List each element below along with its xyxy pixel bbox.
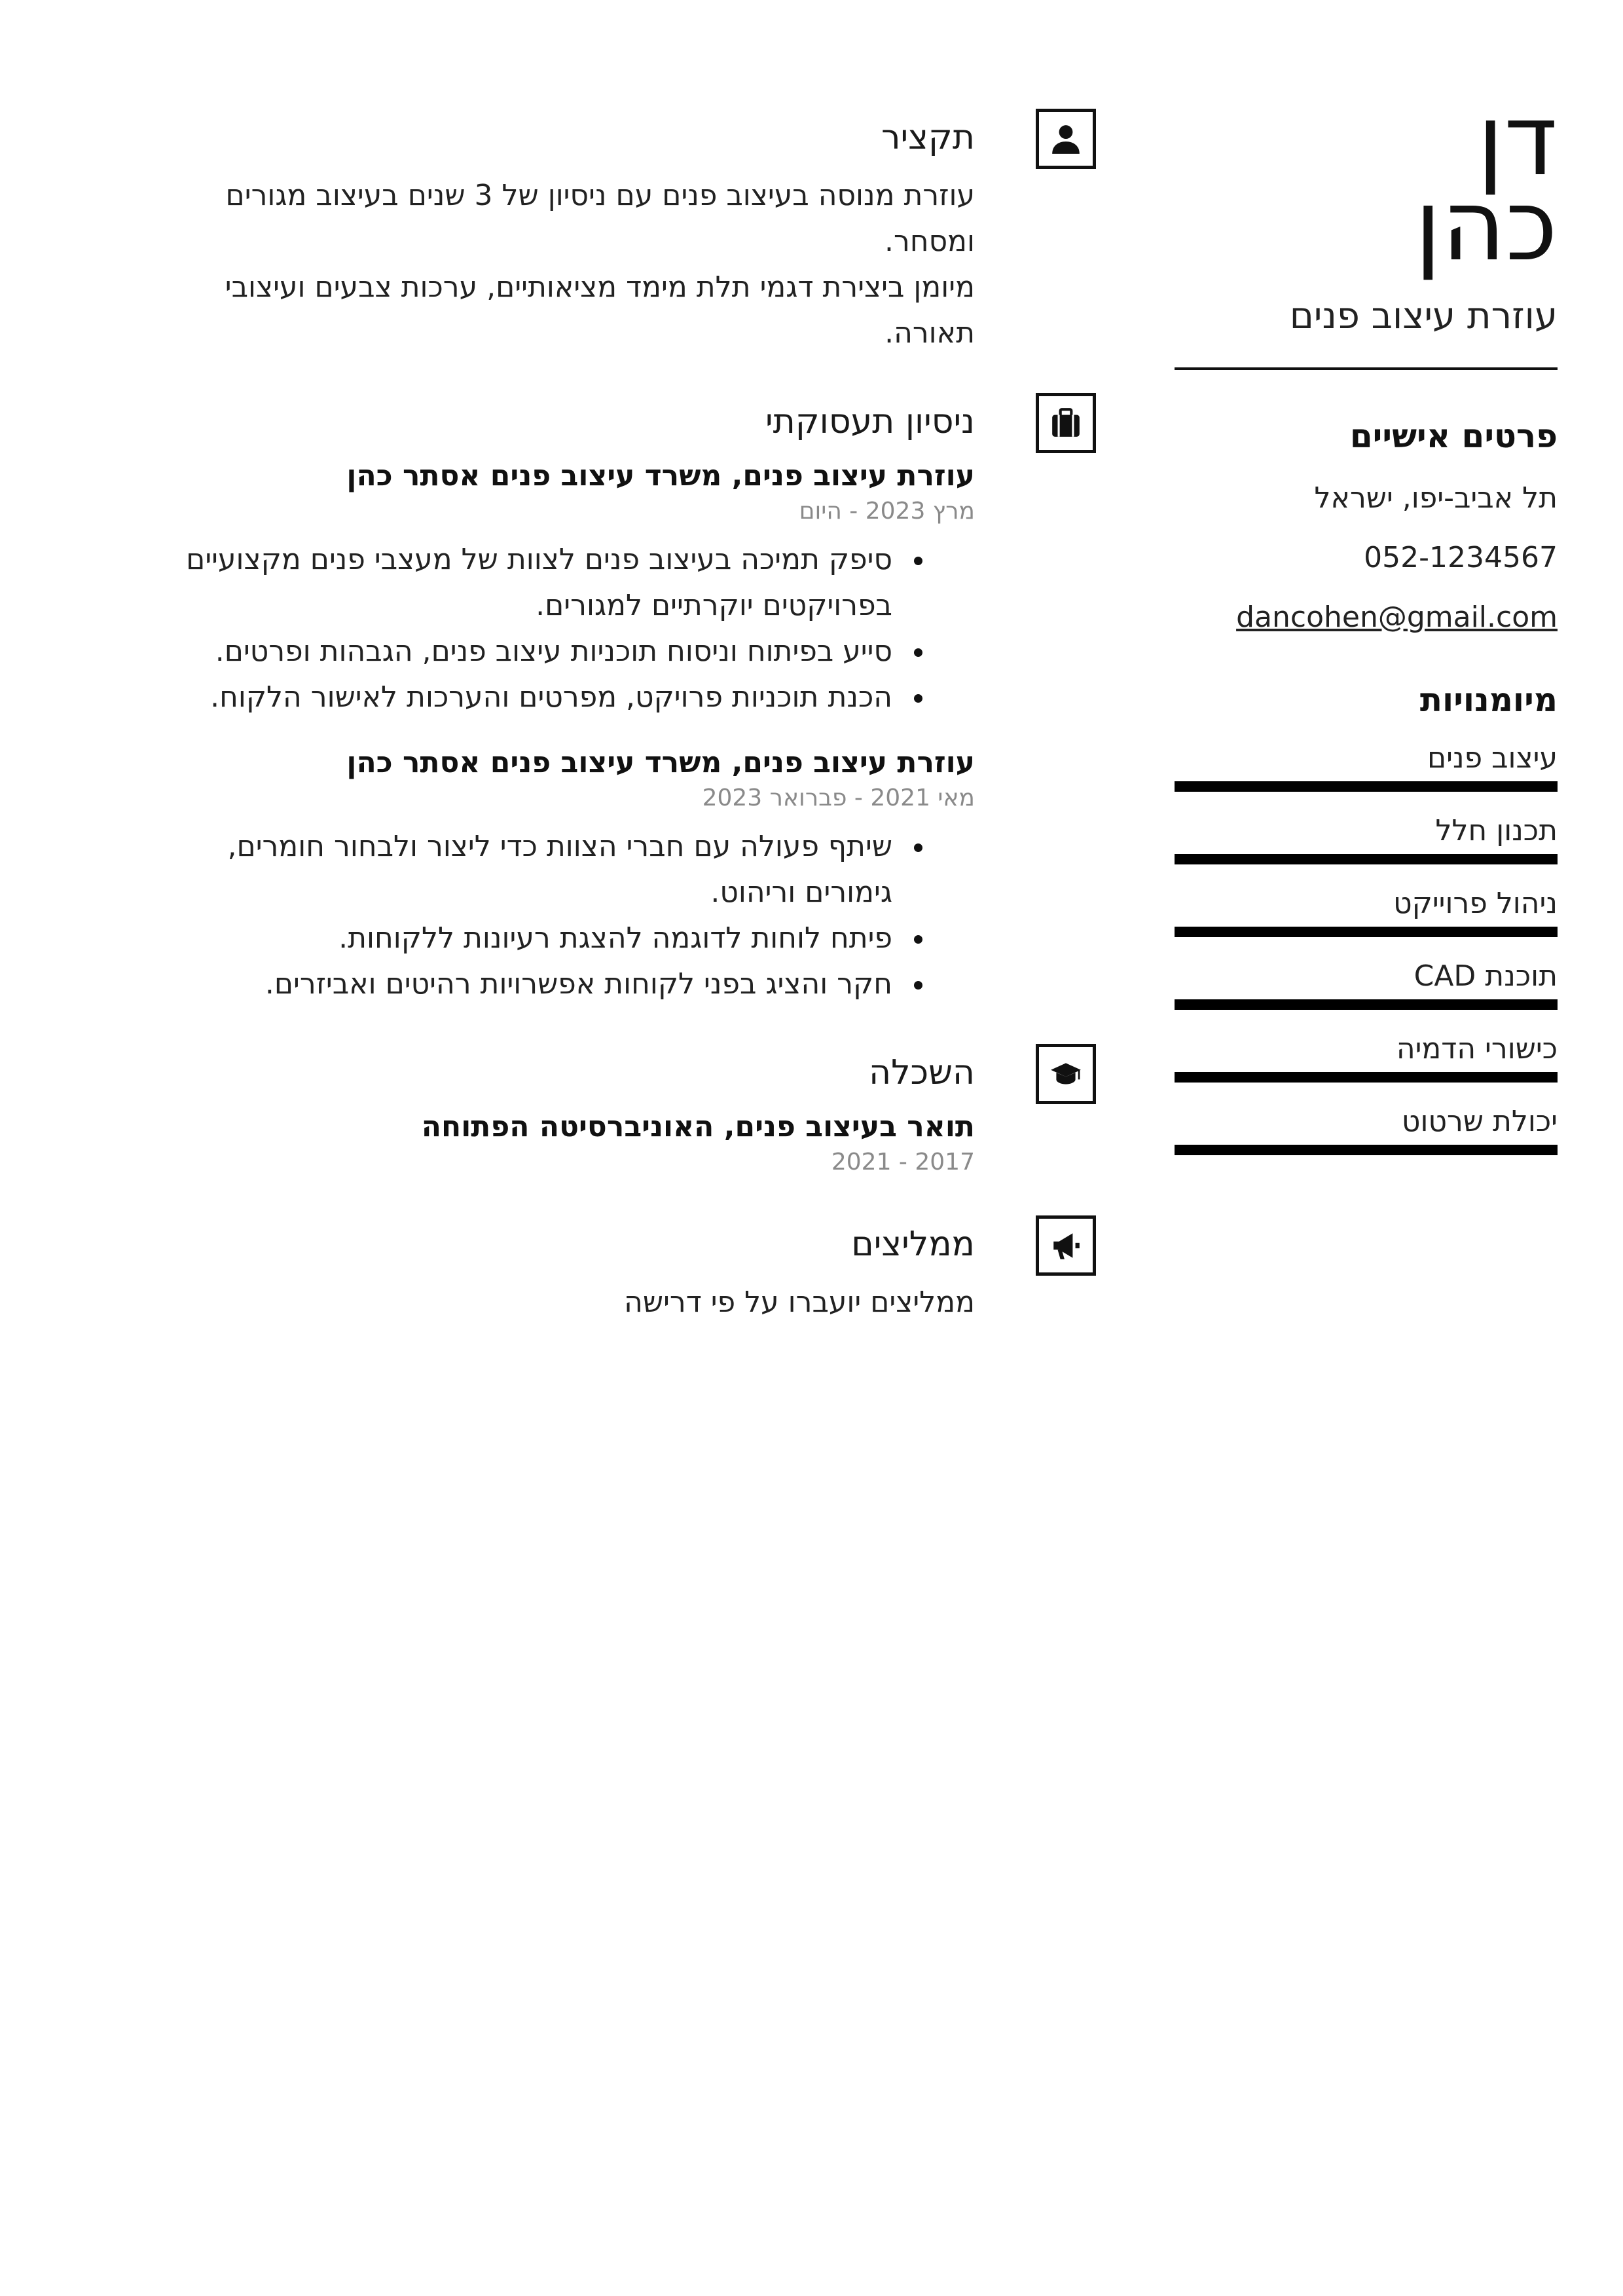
skill-level-bar — [1175, 927, 1558, 937]
job-bullets — [163, 537, 975, 720]
divider — [1175, 367, 1558, 370]
job-entry — [163, 744, 975, 1007]
job-bullet: פיתח לוחות לדוגמה להצגת רעיונות ללקוחות. — [163, 916, 892, 961]
skill-name: כישורי הדמיה — [1396, 1032, 1558, 1065]
summary-heading: תקציר — [881, 118, 975, 157]
experience-heading: ניסיון תעסוקתי — [765, 402, 975, 441]
job-title-company: עוזרת עיצוב פנים, משרד עיצוב פנים אסתר כהן — [346, 746, 975, 779]
phone: 052-1234567 — [1364, 541, 1558, 574]
megaphone-icon — [1036, 1215, 1096, 1276]
education-heading: השכלה — [869, 1053, 975, 1092]
email-link[interactable]: dancohen@gmail.com — [1236, 601, 1558, 634]
job-title: עוזרת עיצוב פנים — [1289, 295, 1558, 337]
degree: תואר בעיצוב פנים, האוניברסיטה הפתוחה — [421, 1110, 975, 1143]
skill-item — [1175, 959, 1558, 1010]
skill-item — [1175, 814, 1558, 864]
job-bullet: שיתף פעולה עם חברי הצוות כדי ליצור ולבחור חומרים, גימורים וריהוט. — [163, 824, 892, 916]
skill-level-bar — [1175, 1145, 1558, 1155]
skill-item — [1175, 1105, 1558, 1155]
skill-item — [1175, 887, 1558, 937]
graduation-cap-icon — [1036, 1044, 1096, 1104]
main-content — [163, 118, 975, 1371]
job-title-company: עוזרת עיצוב פנים, משרד עיצוב פנים אסתר כהן — [346, 459, 975, 492]
skill-item — [1175, 1032, 1558, 1083]
references-heading: ממליצים — [851, 1225, 975, 1264]
job-bullet: סיפק תמיכה בעיצוב פנים לצוות של מעצבי פנים מקצועיים בפרויקטים יוקרתיים למגורים. — [163, 537, 892, 629]
location: תל אביב-יפו, ישראל — [1314, 481, 1558, 515]
skill-item — [1175, 741, 1558, 792]
skills-list — [1175, 741, 1558, 1155]
education-dates: 2017 - 2021 — [831, 1149, 975, 1176]
skill-level-bar — [1175, 781, 1558, 792]
skill-level-bar — [1175, 854, 1558, 864]
briefcase-icon — [1036, 393, 1096, 453]
summary-line: עוזרת מנוסה בעיצוב פנים עם ניסיון של 3 שנים בעיצוב מגורים ומסחר. — [225, 179, 975, 258]
job-entry — [163, 457, 975, 720]
references-text: ממליצים יועברו על פי דרישה — [624, 1286, 975, 1319]
summary-section — [163, 118, 975, 356]
job-bullet: הכנת תוכניות פרויקט, מפרטים והערכות לאישור הלקוח. — [163, 675, 892, 720]
job-dates: מרץ 2023 - היום — [799, 498, 975, 525]
summary-line: מיומן ביצירת דגמי תלת מימד מציאותיים, ערכות צבעים ועיצובי תאורה. — [225, 270, 975, 350]
skill-name: תכנון חלל — [1435, 814, 1558, 847]
skills-heading: מיומנויות — [1419, 681, 1558, 719]
job-bullet: סייע בפיתוח וניסוח תוכניות עיצוב פנים, הגבהות ופרטים. — [163, 629, 892, 675]
first-name: דן — [1477, 84, 1558, 198]
sidebar — [1175, 84, 1558, 1155]
education-section — [163, 1053, 975, 1179]
experience-section — [163, 402, 975, 1007]
job-dates: מאי 2021 - פברואר 2023 — [702, 785, 975, 811]
last-name: כהן — [1414, 169, 1558, 283]
skill-level-bar — [1175, 999, 1558, 1010]
skill-level-bar — [1175, 1072, 1558, 1083]
skill-name: ניהול פרוייקט — [1393, 887, 1558, 920]
skill-name: יכולת שרטוט — [1401, 1105, 1558, 1138]
skill-name: תוכנת CAD — [1413, 959, 1558, 993]
personal-details-heading: פרטים אישיים — [1349, 417, 1558, 455]
job-bullet: חקר והציג בפני לקוחות אפשרויות רהיטים ואביזרים. — [163, 961, 892, 1007]
user-icon — [1036, 109, 1096, 169]
references-section — [163, 1225, 975, 1325]
job-bullets — [163, 824, 975, 1007]
skill-name: עיצוב פנים — [1427, 741, 1558, 775]
